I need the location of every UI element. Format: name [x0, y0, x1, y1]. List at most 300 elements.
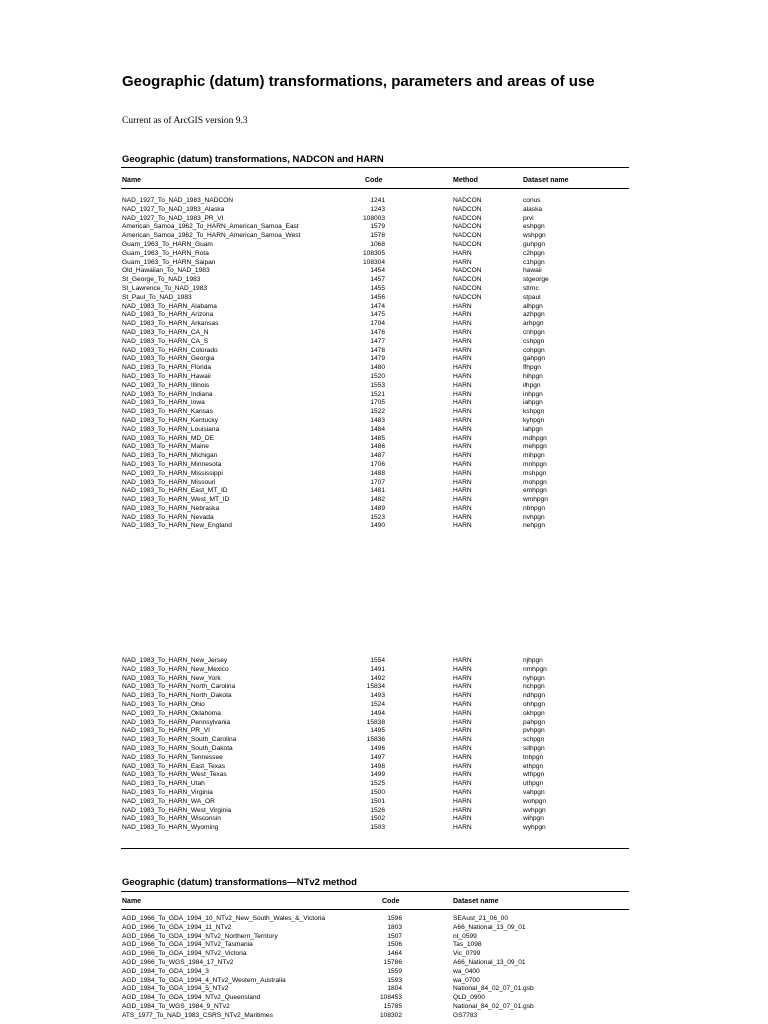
cell-method: NADCON — [453, 214, 482, 222]
cell-dataset-name: okhpgn — [523, 709, 545, 717]
cell-method: HARN — [453, 311, 472, 319]
cell-dataset-name: stgeorge — [523, 276, 549, 284]
cell-code: 1475 — [370, 311, 385, 319]
cell-code: 108302 — [379, 1011, 402, 1019]
cell-name: AGD_1984_To_GDA_1994_4_NTv2_Western_Australia — [122, 976, 286, 984]
table-row — [0, 807, 768, 816]
cell-dataset-name: inhpgn — [523, 390, 543, 398]
cell-method: NADCON — [453, 276, 482, 284]
cell-code: 1596 — [387, 915, 402, 922]
cell-method: HARN — [453, 674, 472, 682]
cell-dataset-name: wyhpgn — [523, 824, 546, 832]
cell-method: NADCON — [453, 240, 482, 248]
cell-name: NAD_1983_To_HARN_CA_S — [122, 337, 209, 345]
cell-dataset-name: tnhpgn — [523, 753, 544, 761]
cell-name: NAD_1983_To_HARN_Wisconsin — [122, 815, 221, 823]
column-header-code: Code — [365, 177, 383, 184]
cell-dataset-name: QLD_0900 — [453, 994, 485, 1002]
cell-name: NAD_1983_To_HARN_Florida — [122, 364, 212, 372]
cell-name: NAD_1927_To_NAD_1983_Alaska — [122, 205, 225, 213]
table-top-rule — [121, 167, 629, 168]
table-row — [0, 285, 768, 294]
cell-code: 1522 — [370, 408, 385, 416]
cell-name: NAD_1983_To_HARN_East_Texas — [122, 762, 225, 770]
cell-method: HARN — [453, 683, 472, 691]
table-row — [0, 496, 768, 505]
cell-name: NAD_1983_To_HARN_New_Jersey — [122, 657, 228, 664]
cell-dataset-name: conus — [523, 197, 541, 204]
cell-method: NADCON — [453, 284, 482, 292]
table-row — [0, 941, 768, 950]
cell-method: HARN — [453, 824, 472, 832]
cell-dataset-name: mohpgn — [523, 478, 547, 486]
table-row — [0, 933, 768, 942]
cell-name: St_Paul_To_NAD_1983 — [122, 293, 192, 301]
table-row — [0, 276, 768, 285]
table-row — [0, 710, 768, 719]
cell-dataset-name: gahpgn — [523, 355, 546, 363]
cell-name: NAD_1983_To_HARN_Virginia — [122, 788, 213, 796]
cell-name: AGD_1984_To_GDA_1994_3 — [122, 967, 209, 975]
table-row — [0, 994, 768, 1003]
cell-code: 1499 — [370, 771, 385, 779]
cell-name: NAD_1983_To_HARN_Arizona — [122, 311, 214, 319]
cell-dataset-name: ndhpgn — [523, 692, 546, 700]
table-row — [0, 250, 768, 259]
table-row — [0, 815, 768, 824]
column-header-name: Name — [122, 177, 142, 184]
cell-method: HARN — [453, 372, 472, 380]
cell-name: Guam_1963_To_HARN_Guam — [122, 240, 213, 248]
cell-name: NAD_1983_To_HARN_Iowa — [122, 399, 205, 407]
header-rule — [121, 909, 629, 910]
table-row — [0, 798, 768, 807]
cell-name: NAD_1983_To_HARN_Tennessee — [122, 753, 223, 761]
cell-method: HARN — [453, 797, 472, 805]
cell-name: AGD_1966_To_GDA_1994_NTv2_Northern_Territory — [122, 932, 278, 940]
table-row — [0, 985, 768, 994]
cell-dataset-name: mshpgn — [523, 469, 547, 477]
cell-method: HARN — [453, 727, 472, 735]
table-row — [0, 461, 768, 470]
cell-dataset-name: hihpgn — [523, 372, 543, 380]
cell-method: HARN — [453, 337, 472, 345]
cell-name: AGD_1984_To_GDA_1994_5_NTv2 — [122, 985, 229, 993]
cell-name: NAD_1983_To_HARN_Nebraska — [122, 504, 220, 512]
cell-method: HARN — [453, 487, 472, 495]
cell-method: HARN — [453, 425, 472, 433]
cell-code: 1495 — [370, 727, 385, 735]
cell-name: NAD_1983_To_HARN_Arkansas — [122, 320, 219, 328]
cell-method: HARN — [453, 434, 472, 442]
column-header-dataset-name: Dataset name — [523, 177, 569, 184]
section-title-nadcon-harn: Geographic (datum) transformations, NADCON and HARN — [122, 154, 384, 165]
cell-method: HARN — [453, 355, 472, 363]
cell-name: AGD_1966_To_GDA_1994_10_NTv2_New_South_Wales_&_Victoria — [122, 915, 326, 922]
table-row — [0, 771, 768, 780]
cell-name: NAD_1983_To_HARN_West_Virginia — [122, 806, 232, 814]
table-row — [0, 417, 768, 426]
cell-name: NAD_1983_To_HARN_Hawaii — [122, 372, 211, 380]
table-row — [0, 479, 768, 488]
table-row — [0, 267, 768, 276]
table-bottom-rule — [121, 848, 629, 849]
cell-code: 1481 — [370, 487, 385, 495]
cell-dataset-name: kshpgn — [523, 408, 545, 416]
cell-code: 1486 — [370, 443, 385, 451]
cell-dataset-name: alhpgn — [523, 302, 543, 310]
cell-method: HARN — [453, 762, 472, 770]
cell-code: 1241 — [370, 197, 385, 204]
cell-dataset-name: vahpgn — [523, 788, 545, 796]
table-row — [0, 347, 768, 356]
cell-code: 1497 — [370, 753, 385, 761]
cell-code: 1482 — [370, 496, 385, 504]
cell-method: HARN — [453, 478, 472, 486]
cell-name: NAD_1983_To_HARN_New_York — [122, 674, 221, 682]
cell-code: 15838 — [366, 718, 385, 726]
cell-name: NAD_1983_To_HARN_Wyoming — [122, 824, 219, 832]
cell-name: NAD_1983_To_HARN_New_England — [122, 522, 232, 530]
table-row — [0, 968, 768, 977]
cell-dataset-name: nehpgn — [523, 522, 546, 530]
cell-code: 1485 — [370, 434, 385, 442]
table-row — [0, 701, 768, 710]
cell-code: 1704 — [370, 320, 385, 328]
cell-method: HARN — [453, 815, 472, 823]
cell-code: 1523 — [370, 513, 385, 521]
cell-dataset-name: wvhpgn — [523, 806, 546, 814]
table-row — [0, 950, 768, 959]
cell-dataset-name: Tas_1098 — [453, 941, 482, 949]
cell-name: NAD_1983_To_HARN_Illinois — [122, 381, 210, 389]
cell-dataset-name: prvi — [523, 214, 534, 222]
table-row — [0, 443, 768, 452]
cell-method: HARN — [453, 665, 472, 673]
cell-code: 1483 — [370, 416, 385, 424]
column-header-name: Name — [122, 898, 142, 905]
cell-code: 1500 — [370, 788, 385, 796]
cell-name: American_Samoa_1962_To_HARN_American_Samoa_West — [122, 232, 301, 240]
cell-code: 15785 — [383, 1002, 402, 1010]
cell-dataset-name: eshpgn — [523, 223, 545, 231]
cell-dataset-name: wshpgn — [523, 232, 546, 240]
cell-name: NAD_1983_To_HARN_Ohio — [122, 700, 205, 708]
cell-dataset-name: ohhpgn — [523, 700, 546, 708]
cell-name: NAD_1983_To_HARN_Louisiana — [122, 425, 220, 433]
cell-dataset-name: sdhpgn — [523, 744, 545, 752]
cell-dataset-name: schpgn — [523, 736, 545, 744]
cell-dataset-name: nbhpgn — [523, 504, 546, 512]
table-row — [0, 452, 768, 461]
cell-name: NAD_1983_To_HARN_Utah — [122, 780, 205, 788]
cell-method: HARN — [453, 496, 472, 504]
cell-code: 1705 — [370, 399, 385, 407]
cell-method: NADCON — [453, 232, 482, 240]
cell-method: NADCON — [453, 205, 482, 213]
cell-code: 108304 — [362, 258, 385, 266]
table-row — [0, 1012, 768, 1021]
cell-code: 1488 — [370, 469, 385, 477]
cell-code: 1456 — [370, 293, 385, 301]
cell-dataset-name: uthpgn — [523, 780, 544, 788]
column-header-method: Method — [453, 177, 478, 184]
cell-code: 1489 — [370, 504, 385, 512]
cell-dataset-name: wa_0400 — [453, 967, 480, 975]
cell-dataset-name: kyhpgn — [523, 416, 545, 424]
cell-dataset-name: iahpgn — [523, 399, 543, 407]
table-row — [0, 215, 768, 224]
cell-method: HARN — [453, 469, 472, 477]
cell-name: NAD_1983_To_HARN_Mississippi — [122, 469, 223, 477]
cell-method: HARN — [453, 416, 472, 424]
cell-code: 1474 — [370, 302, 385, 310]
cell-dataset-name: mnhpgn — [523, 460, 547, 468]
cell-name: ATS_1977_To_NAD_1983_CSRS_NTv2_Maritimes — [122, 1011, 273, 1019]
cell-dataset-name: hawaii — [523, 267, 542, 275]
cell-name: NAD_1983_To_HARN_Michigan — [122, 452, 218, 460]
cell-name: AGD_1966_To_GDA_1994_11_NTv2 — [122, 923, 232, 931]
table-row — [0, 373, 768, 382]
cell-dataset-name: A66_National_13_09_01 — [453, 958, 526, 966]
cell-name: NAD_1983_To_HARN_Kentucky — [122, 416, 219, 424]
cell-code: 1068 — [370, 240, 385, 248]
table-row — [0, 824, 768, 833]
cell-code: 1706 — [370, 460, 385, 468]
cell-method: HARN — [453, 399, 472, 407]
cell-dataset-name: c1hpgn — [523, 258, 545, 266]
table-row — [0, 408, 768, 417]
cell-code: 1490 — [370, 522, 385, 530]
table-row — [0, 924, 768, 933]
cell-dataset-name: mdhpgn — [523, 434, 547, 442]
cell-method: NADCON — [453, 223, 482, 231]
cell-name: NAD_1983_To_HARN_West_Texas — [122, 771, 227, 779]
cell-dataset-name: wmhpgn — [523, 496, 548, 504]
cell-dataset-name: arhpgn — [523, 320, 544, 328]
cell-dataset-name: National_84_02_07_01.gsb — [453, 1002, 534, 1010]
cell-dataset-name: cohpgn — [523, 346, 545, 354]
cell-name: NAD_1983_To_HARN_WA_OR — [122, 797, 215, 805]
cell-method: HARN — [453, 700, 472, 708]
table-row — [0, 505, 768, 514]
cell-code: 1496 — [370, 744, 385, 752]
cell-code: 1502 — [370, 815, 385, 823]
table-row — [0, 364, 768, 373]
cell-name: NAD_1983_To_HARN_Maine — [122, 443, 209, 451]
cell-name: Guam_1963_To_HARN_Saipan — [122, 258, 216, 266]
header-rule — [121, 188, 629, 189]
cell-code: 1487 — [370, 452, 385, 460]
cell-code: 1491 — [370, 665, 385, 673]
cell-code: 15834 — [366, 683, 385, 691]
cell-method: HARN — [453, 709, 472, 717]
table-row — [0, 311, 768, 320]
cell-name: St_George_To_NAD_1983 — [122, 276, 201, 284]
table-row — [0, 382, 768, 391]
version-note: Current as of ArcGIS version 9.3 — [122, 116, 248, 126]
cell-dataset-name: pvhpgn — [523, 727, 545, 735]
cell-code: 1525 — [370, 780, 385, 788]
cell-code: 1554 — [370, 657, 385, 664]
table-row — [0, 391, 768, 400]
cell-method: HARN — [453, 771, 472, 779]
cell-method: HARN — [453, 390, 472, 398]
cell-dataset-name: A66_National_13_09_01 — [453, 923, 526, 931]
table-row — [0, 789, 768, 798]
cell-method: HARN — [453, 522, 472, 530]
table-row — [0, 683, 768, 692]
cell-dataset-name: wihpgn — [523, 815, 544, 823]
cell-dataset-name: Vic_0799 — [453, 950, 481, 958]
cell-method: HARN — [453, 452, 472, 460]
cell-code: 15786 — [383, 958, 402, 966]
cell-code: 1506 — [387, 941, 402, 949]
table-row — [0, 320, 768, 329]
cell-code: 1521 — [370, 390, 385, 398]
cell-dataset-name: guhpgn — [523, 240, 546, 248]
cell-code: 15836 — [366, 736, 385, 744]
cell-name: NAD_1983_To_HARN_West_MT_ID — [122, 496, 230, 504]
cell-code: 1803 — [387, 923, 402, 931]
cell-method: HARN — [453, 806, 472, 814]
table-row — [0, 355, 768, 364]
table-row — [0, 259, 768, 268]
cell-method: HARN — [453, 692, 472, 700]
cell-name: NAD_1983_To_HARN_South_Dakota — [122, 744, 233, 752]
table-row — [0, 522, 768, 531]
table-row — [0, 763, 768, 772]
cell-code: 1457 — [370, 276, 385, 284]
table-row — [0, 294, 768, 303]
cell-code: 1493 — [370, 692, 385, 700]
cell-name: AGD_1966_To_WGS_1984_17_NTv2 — [122, 958, 234, 966]
cell-name: NAD_1983_To_HARN_MD_DE — [122, 434, 214, 442]
table-row — [0, 329, 768, 338]
cell-name: NAD_1983_To_HARN_Minnesota — [122, 460, 222, 468]
cell-dataset-name: nmhpgn — [523, 665, 547, 673]
table-body-nadcon-harn — [0, 197, 768, 531]
cell-method: HARN — [453, 302, 472, 310]
cell-method: NADCON — [453, 267, 482, 275]
cell-dataset-name: ilhpgn — [523, 381, 541, 389]
cell-method: HARN — [453, 504, 472, 512]
table-row — [0, 435, 768, 444]
cell-dataset-name: lahpgn — [523, 425, 543, 433]
table-row — [0, 303, 768, 312]
table-row — [0, 426, 768, 435]
cell-code: 1492 — [370, 674, 385, 682]
table-row — [0, 399, 768, 408]
table-row — [0, 977, 768, 986]
cell-code: 1503 — [370, 824, 385, 832]
cell-dataset-name: mehpgn — [523, 443, 547, 451]
cell-code: 1464 — [387, 950, 402, 958]
cell-code: 108003 — [362, 214, 385, 222]
table-row — [0, 675, 768, 684]
cell-code: 1478 — [370, 346, 385, 354]
cell-method: HARN — [453, 657, 472, 664]
cell-code: 1476 — [370, 328, 385, 336]
cell-code: 1507 — [387, 932, 402, 940]
cell-name: NAD_1983_To_HARN_North_Dakota — [122, 692, 232, 700]
cell-name: NAD_1927_To_NAD_1983_PR_VI — [122, 214, 224, 222]
cell-name: NAD_1983_To_HARN_Pennsylvania — [122, 718, 231, 726]
cell-name: NAD_1983_To_HARN_Nevada — [122, 513, 214, 521]
cell-dataset-name: GS7783 — [453, 1011, 478, 1019]
cell-method: HARN — [453, 249, 472, 257]
table-body-ntv2 — [0, 915, 768, 1021]
cell-code: 1479 — [370, 355, 385, 363]
cell-dataset-name: flhpgn — [523, 364, 541, 372]
cell-dataset-name: c2hpgn — [523, 249, 545, 257]
cell-method: HARN — [453, 780, 472, 788]
cell-dataset-name: wa_0700 — [453, 976, 480, 984]
cell-name: NAD_1983_To_HARN_Kansas — [122, 408, 213, 416]
cell-code: 1578 — [370, 232, 385, 240]
cell-code: 1707 — [370, 478, 385, 486]
table-body-nadcon-harn-continued — [0, 657, 768, 833]
cell-code: 1520 — [370, 372, 385, 380]
cell-dataset-name: SEAust_21_06_00 — [453, 915, 508, 922]
cell-code: 1243 — [370, 205, 385, 213]
table-row — [0, 736, 768, 745]
cell-code: 1494 — [370, 709, 385, 717]
cell-dataset-name: wohpgn — [523, 797, 547, 805]
table-row — [0, 666, 768, 675]
cell-method: HARN — [453, 460, 472, 468]
cell-method: HARN — [453, 381, 472, 389]
column-header-dataset-name: Dataset name — [453, 898, 499, 905]
cell-name: NAD_1983_To_HARN_Alabama — [122, 302, 217, 310]
cell-name: Guam_1963_To_HARN_Rota — [122, 249, 209, 257]
cell-code: 108305 — [362, 249, 385, 257]
cell-code: 1553 — [370, 381, 385, 389]
table-row — [0, 338, 768, 347]
cell-name: AGD_1966_To_GDA_1994_NTv2_Tasmania — [122, 941, 253, 949]
cell-name: NAD_1983_To_HARN_New_Mexico — [122, 665, 229, 673]
cell-dataset-name: nchpgn — [523, 683, 545, 691]
cell-dataset-name: wthpgn — [523, 771, 545, 779]
cell-method: HARN — [453, 443, 472, 451]
cell-name: NAD_1983_To_HARN_CA_N — [122, 328, 209, 336]
table-row — [0, 727, 768, 736]
cell-dataset-name: mihpgn — [523, 452, 545, 460]
cell-name: NAD_1983_To_HARN_Missouri — [122, 478, 216, 486]
page-title: Geographic (datum) transformations, parameters and areas of use — [122, 73, 595, 90]
table-row — [0, 719, 768, 728]
cell-name: American_Samoa_1962_To_HARN_American_Samoa_East — [122, 223, 299, 231]
cell-code: 1593 — [387, 976, 402, 984]
cell-code: 1526 — [370, 806, 385, 814]
cell-method: HARN — [453, 788, 472, 796]
table-row — [0, 657, 768, 666]
cell-code: 1477 — [370, 337, 385, 345]
table-row — [0, 780, 768, 789]
cell-dataset-name: nvhpgn — [523, 513, 545, 521]
table-top-rule — [121, 891, 629, 892]
cell-method: HARN — [453, 744, 472, 752]
cell-code: 1498 — [370, 762, 385, 770]
cell-name: AGD_1984_To_GDA_1994_NTv2_Queensland — [122, 994, 261, 1002]
table-row — [0, 692, 768, 701]
cell-method: HARN — [453, 513, 472, 521]
cell-name: NAD_1983_To_HARN_Colorado — [122, 346, 218, 354]
cell-dataset-name: nyhpgn — [523, 674, 545, 682]
cell-name: NAD_1983_To_HARN_PR_VI — [122, 727, 210, 735]
cell-dataset-name: stpaul — [523, 293, 541, 301]
cell-dataset-name: ethpgn — [523, 762, 544, 770]
